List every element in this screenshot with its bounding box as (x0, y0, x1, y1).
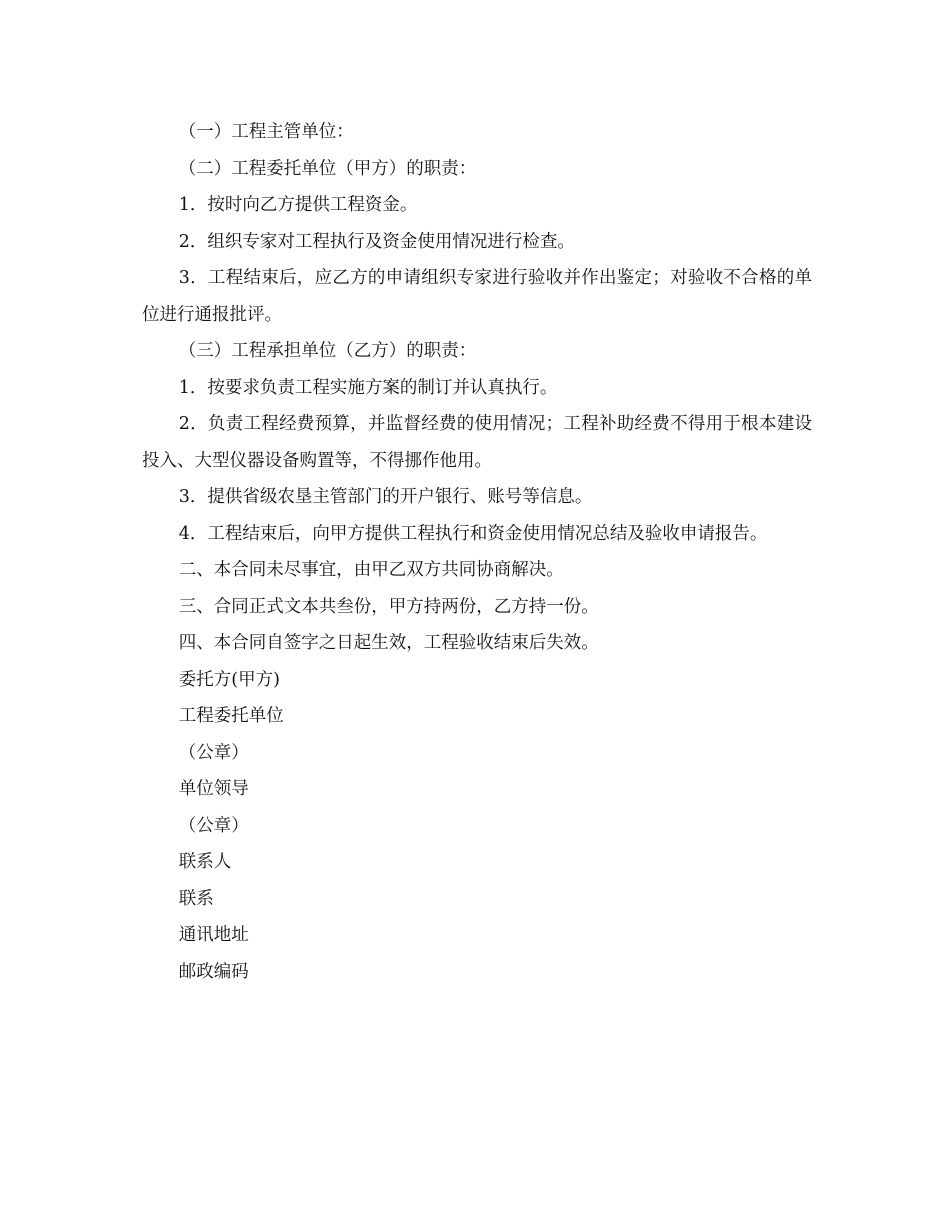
party-a-duty-1: 1．按时向乙方提供工程资金。 (178, 195, 418, 215)
party-b-duty-3: 3．提供省级农垦主管部门的开户银行、账号等信息。 (178, 487, 593, 507)
signature-unit-leader: 单位领导 (178, 779, 249, 799)
signature-mailing-address: 通讯地址 (178, 925, 249, 945)
clause-three: 三、合同正式文本共叁份，甲方持两份，乙方持一份。 (178, 596, 599, 617)
clause-four: 四、本合同自签字之日起生效，工程验收结束后失效。 (178, 633, 599, 653)
signature-contact: 联系 (178, 888, 214, 909)
signature-seal-2: （公章） (178, 815, 249, 836)
signature-contact-person: 联系人 (178, 852, 232, 872)
section-heading-supervisor: （一）工程主管单位： (178, 122, 354, 142)
clause-two: 二、本合同未尽事宜，由甲乙双方共同协商解决。 (178, 560, 564, 580)
signature-client-label: 委托方(甲方) (178, 669, 280, 690)
party-b-duty-1: 1．按要求负责工程实施方案的制订并认真执行。 (178, 377, 558, 398)
party-a-duty-3: 3．工程结束后，应乙方的申请组织专家进行验收并作出鉴定；对验收不合格的单位进行通报批评。 (142, 268, 812, 325)
signature-seal-1: （公章） (178, 742, 249, 763)
party-a-duty-2: 2．组织专家对工程执行及资金使用情况进行检查。 (178, 231, 575, 252)
signature-entrusting-unit: 工程委托单位 (178, 706, 284, 726)
party-b-duty-4: 4．工程结束后，向甲方提供工程执行和资金使用情况总结及验收申请报告。 (178, 523, 768, 544)
section-heading-party-b-duties: （三）工程承担单位（乙方）的职责： (178, 341, 477, 361)
party-b-duty-2: 2．负责工程经费预算，并监督经费的使用情况；工程补助经费不得用于根本建设投入、大型仪器设备购置等，不得挪作他用。 (142, 414, 812, 471)
document-body (142, 114, 812, 990)
section-heading-party-a-duties: （二）工程委托单位（甲方）的职责： (178, 158, 477, 179)
signature-postal-code: 邮政编码 (178, 961, 249, 982)
